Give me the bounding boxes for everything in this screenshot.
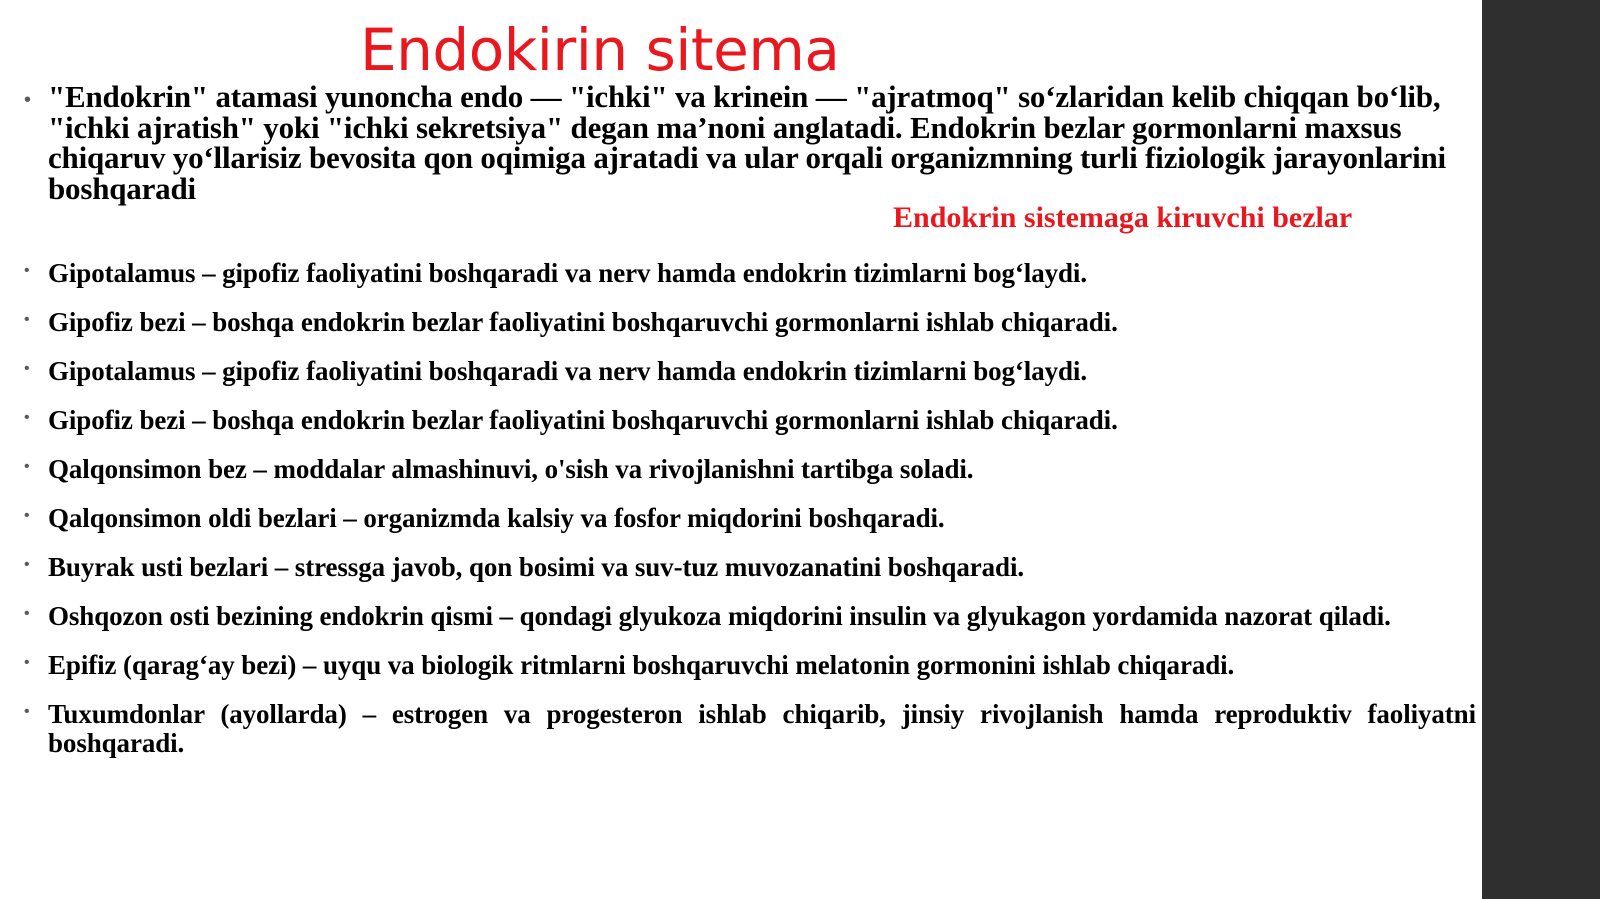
gland-description: Gipotalamus – gipofiz faoliyatini boshqaradi va nerv hamda endokrin tizimlarni bog‘laydi. [48, 356, 1087, 386]
list-bullet: • [24, 458, 30, 475]
gland-description: Tuxumdonlar (ayollarda) – estrogen va progesteron ishlab chiqarib, jinsiy rivojlanish hamda reproduktiv faoliyatni boshqaradi. [48, 699, 1476, 758]
list-bullet: • [24, 507, 30, 524]
list-bullet: • [24, 311, 30, 328]
gland-description: Gipofiz bezi – boshqa endokrin bezlar faoliyatini boshqaruvchi gormonlarni ishlab chiqaradi. [48, 405, 1118, 435]
list-bullet: • [24, 703, 30, 720]
gland-description: Epifiz (qarag‘ay bezi) – uyqu va biologik ritmlarni boshqaruvchi melatonin gormonini ishlab chiqaradi. [48, 650, 1235, 680]
gland-list-item [0, 308, 1476, 337]
gland-list-item [0, 455, 1476, 484]
gland-list-item [0, 357, 1476, 386]
gland-description: Gipofiz bezi – boshqa endokrin bezlar faoliyatini boshqaruvchi gormonlarni ishlab chiqaradi. [48, 307, 1118, 337]
gland-description: Oshqozon osti bezining endokrin qismi – qondagi glyukoza miqdorini insulin va glyukagon yordamida nazorat qiladi. [48, 601, 1391, 631]
gland-description: Qalqonsimon oldi bezlari – organizmda kalsiy va fosfor miqdorini boshqaradi. [48, 503, 945, 533]
gland-list-item [0, 651, 1476, 680]
list-bullet: • [24, 605, 30, 622]
list-bullet: • [24, 654, 30, 671]
gland-description: Gipotalamus – gipofiz faoliyatini boshqaradi va nerv hamda endokrin tizimlarni bog‘laydi. [48, 258, 1087, 288]
list-bullet: • [24, 360, 30, 377]
gland-list [0, 259, 1482, 778]
intro-paragraph: "Endokrin" atamasi yunoncha endo — "ichki" va krinein — "ajratmoq" so‘zlaridan kelib chiqqan bo‘lib, "ichki ajratish" yoki "ichki sekretsiya" degan ma’noni anglatadi. Endokrin bezlar gormonlarni maxsus chiqaruv yo‘llarisiz bevosita qon oqimiga ajratadi va ular orqali organizmning turli fiziologik jarayonlarini boshqaradi [48, 79, 1446, 206]
gland-list-item [0, 602, 1476, 631]
gland-list-item [0, 700, 1476, 758]
gland-list-item [0, 553, 1476, 582]
gland-description: Buyrak usti bezlari – stressga javob, qon bosimi va suv-tuz muvozanatini boshqaradi. [48, 552, 1024, 582]
gland-list-item [0, 504, 1476, 533]
side-bar-decoration [1482, 0, 1600, 899]
section-subtitle: Endokrin sistemaga kiruvchi bezlar [893, 201, 1353, 234]
gland-list-item [0, 406, 1476, 435]
list-bullet: • [24, 556, 30, 573]
list-bullet: • [24, 262, 30, 279]
list-bullet: • [24, 409, 30, 426]
intro-bullet: • [24, 89, 32, 111]
slide-title: Endokirin sitema [360, 16, 840, 84]
gland-description: Qalqonsimon bez – moddalar almashinuvi, o'sish va rivojlanishni tartibga soladi. [48, 454, 974, 484]
gland-list-item [0, 259, 1476, 288]
